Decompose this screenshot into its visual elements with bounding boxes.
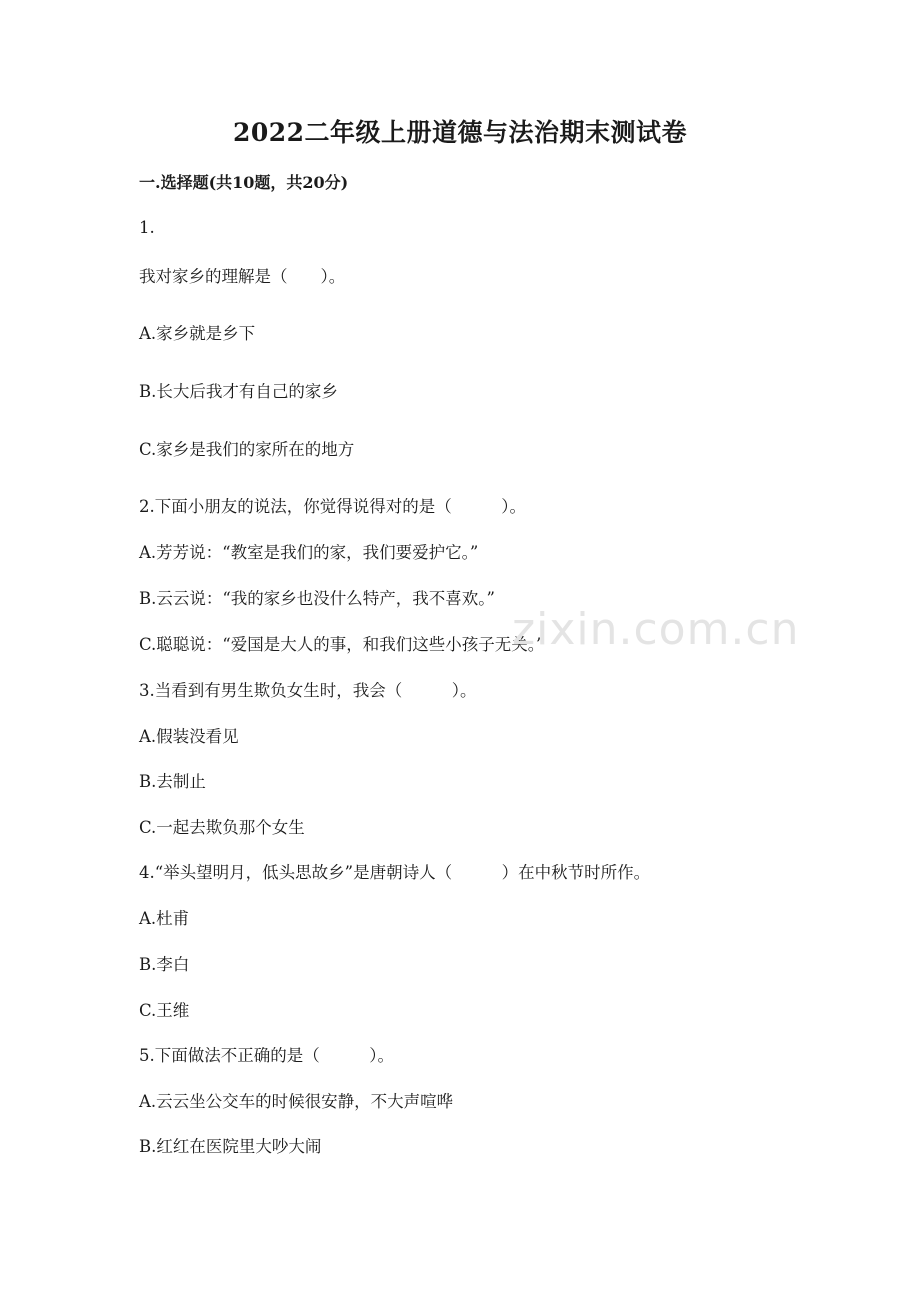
question-5-option-b: B.红红在医院里大吵大闹 — [139, 1137, 322, 1156]
question-1-number: 1. — [139, 218, 155, 237]
question-4-option-a: A.杜甫 — [139, 909, 190, 928]
section-heading: 一.选择题(共10题，共20分) — [139, 173, 349, 192]
question-3-option-a: A.假装没看见 — [139, 727, 239, 746]
question-1-option-c: C.家乡是我们的家所在的地方 — [139, 440, 355, 459]
document-title: 2022二年级上册道德与法治期末测试卷 — [232, 118, 688, 147]
question-1-stem: 我对家乡的理解是（ ）。 — [139, 267, 346, 286]
watermark: zixin.com.cn — [512, 604, 800, 655]
question-4-option-b: B.李白 — [139, 955, 190, 974]
question-2-option-b: B.云云说：“我的家乡也没什么特产，我不喜欢。” — [139, 589, 495, 608]
question-1-option-a: A.家乡就是乡下 — [139, 324, 256, 343]
question-4-stem: 4.“举头望明月，低头思故乡”是唐朝诗人（ ）在中秋节时所作。 — [139, 863, 651, 882]
question-1-option-b: B.长大后我才有自己的家乡 — [139, 382, 338, 401]
question-2-option-c: C.聪聪说：“爱国是大人的事，和我们这些小孩子无关。” — [139, 635, 545, 654]
question-2-option-a: A.芳芳说：“教室是我们的家，我们要爱护它。” — [139, 543, 479, 562]
question-5-option-a: A.云云坐公交车的时候很安静，不大声喧哗 — [139, 1092, 454, 1111]
question-3-option-b: B.去制止 — [139, 772, 206, 791]
question-5-stem: 5.下面做法不正确的是（ ）。 — [139, 1046, 394, 1065]
question-3-option-c: C.一起去欺负那个女生 — [139, 818, 305, 837]
question-4-option-c: C.王维 — [139, 1001, 190, 1020]
question-3-stem: 3.当看到有男生欺负女生时，我会（ ）。 — [139, 681, 477, 700]
question-2-stem: 2.下面小朋友的说法，你觉得说得对的是（ ）。 — [139, 497, 526, 516]
